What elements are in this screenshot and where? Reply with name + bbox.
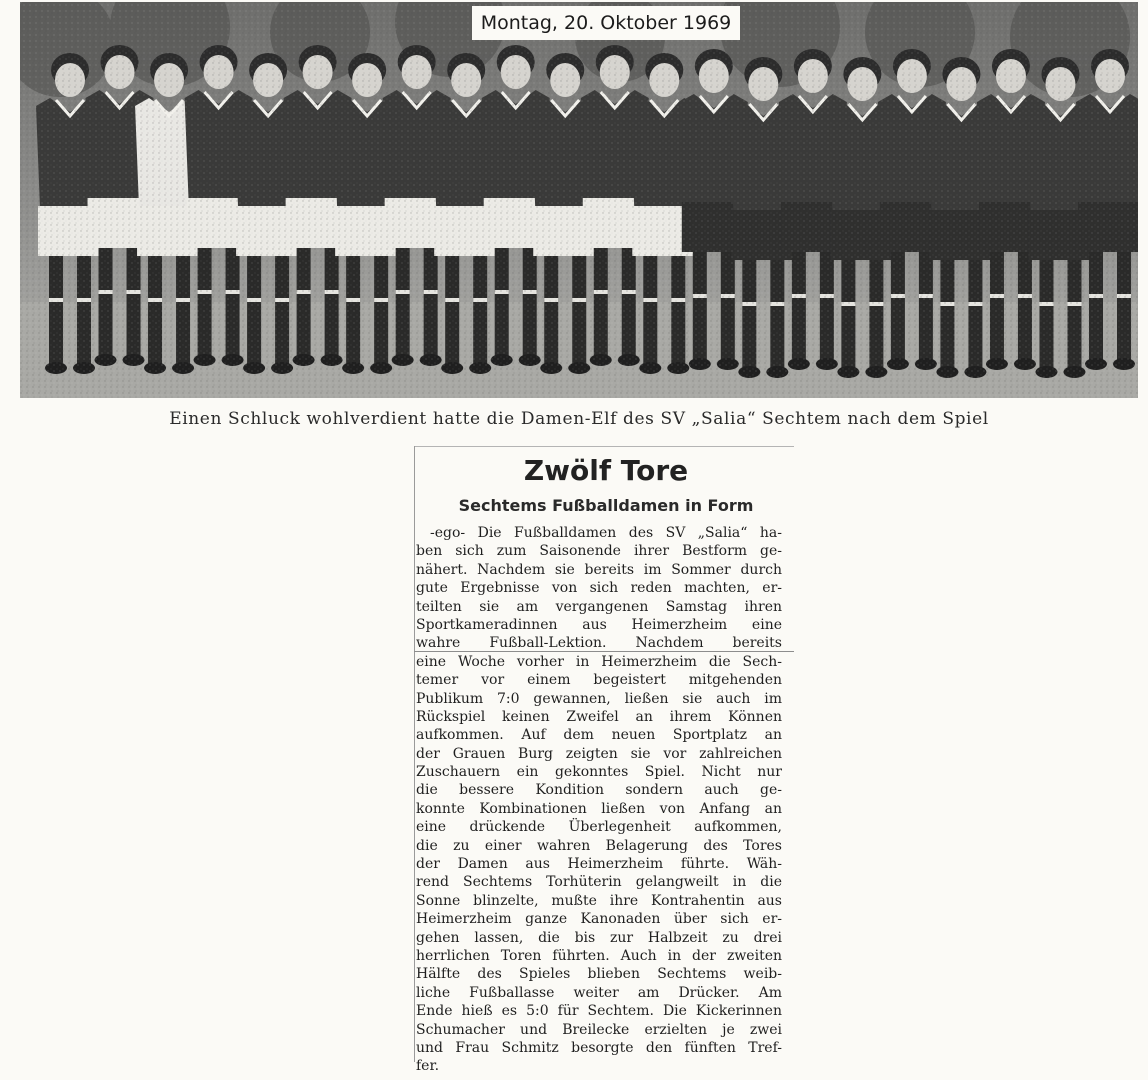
clipping-fold-line — [414, 651, 794, 652]
article-line: liche Fußballasse weiter am Drücker. Am — [416, 984, 782, 1001]
article-top-rule — [414, 446, 794, 447]
date-line: Montag, 20. Oktober 1969 — [472, 6, 740, 40]
article-line: temer vor einem begeistert mitgehenden — [416, 672, 782, 689]
article-line: der Grauen Burg zeigten sie vor zahlreichen — [416, 745, 782, 762]
article-line: rend Sechtems Torhüterin gelangweilt in die — [416, 874, 782, 891]
team-photo — [20, 2, 1138, 398]
article-line: Hälfte des Spieles blieben Sechtems weib- — [416, 966, 782, 983]
article-line: Rückspiel keinen Zweifel an ihrem Können — [416, 708, 782, 725]
article-line: Heimerzheim ganze Kanonaden über sich er- — [416, 911, 782, 928]
article-line: eine drückende Überlegenheit aufkommen, — [416, 819, 782, 836]
article-line: Ende hieß es 5:0 für Sechtem. Die Kickerinnen — [416, 1003, 782, 1020]
article-body — [416, 524, 782, 1076]
article-line: teilten sie am vergangenen Samstag ihren — [416, 598, 782, 615]
article-line: Schumacher und Breilecke erzielten je zwei — [416, 1021, 782, 1038]
article-line: aufkommen. Auf dem neuen Sportplatz an — [416, 727, 782, 744]
article-line: Sonne blinzelte, mußte ihre Kontrahentin aus — [416, 892, 782, 909]
article-line: gute Ergebnisse von sich reden machten, er- — [416, 580, 782, 597]
article-line: gehen lassen, die bis zur Halbzeit zu drei — [416, 929, 782, 946]
article-line: und Frau Schmitz besorgte den fünften Tref- — [416, 1039, 782, 1056]
article-subheadline: Sechtems Fußballdamen in Form — [458, 496, 754, 515]
article-line: die zu einer wahren Belagerung des Tores — [416, 837, 782, 854]
article-line: Sportkameradinnen aus Heimerzheim eine — [416, 616, 782, 633]
article-line: Zuschauern ein gekonntes Spiel. Nicht nur — [416, 764, 782, 781]
article-line: konnte Kombinationen ließen von Anfang an — [416, 800, 782, 817]
article-headline: Zwölf Tore — [523, 454, 689, 487]
article-line: -ego- Die Fußballdamen des SV „Salia“ ha- — [430, 525, 782, 541]
article-line: wahre Fußball-Lektion. Nachdem bereits — [416, 635, 782, 652]
photo-caption: Einen Schluck wohlverdient hatte die Damen-Elf des SV „Salia“ Sechtem nach dem Spiel — [169, 409, 989, 429]
article-line: nähert. Nachdem sie bereits im Sommer durch — [416, 561, 782, 578]
article-line: fer. — [416, 1058, 440, 1075]
article-line: eine Woche vorher in Heimerzheim die Sech- — [416, 653, 782, 670]
article-column-rule — [414, 446, 415, 1062]
article-line: der Damen aus Heimerzheim führte. Wäh- — [416, 856, 782, 873]
article-line: die bessere Kondition sondern auch ge- — [416, 782, 782, 799]
article-line: Publikum 7:0 gewannen, ließen sie auch im — [416, 690, 782, 707]
article-line: ben sich zum Saisonende ihrer Bestform ge- — [416, 543, 782, 560]
article-line: herrlichen Toren führten. Auch in der zweiten — [416, 947, 782, 964]
